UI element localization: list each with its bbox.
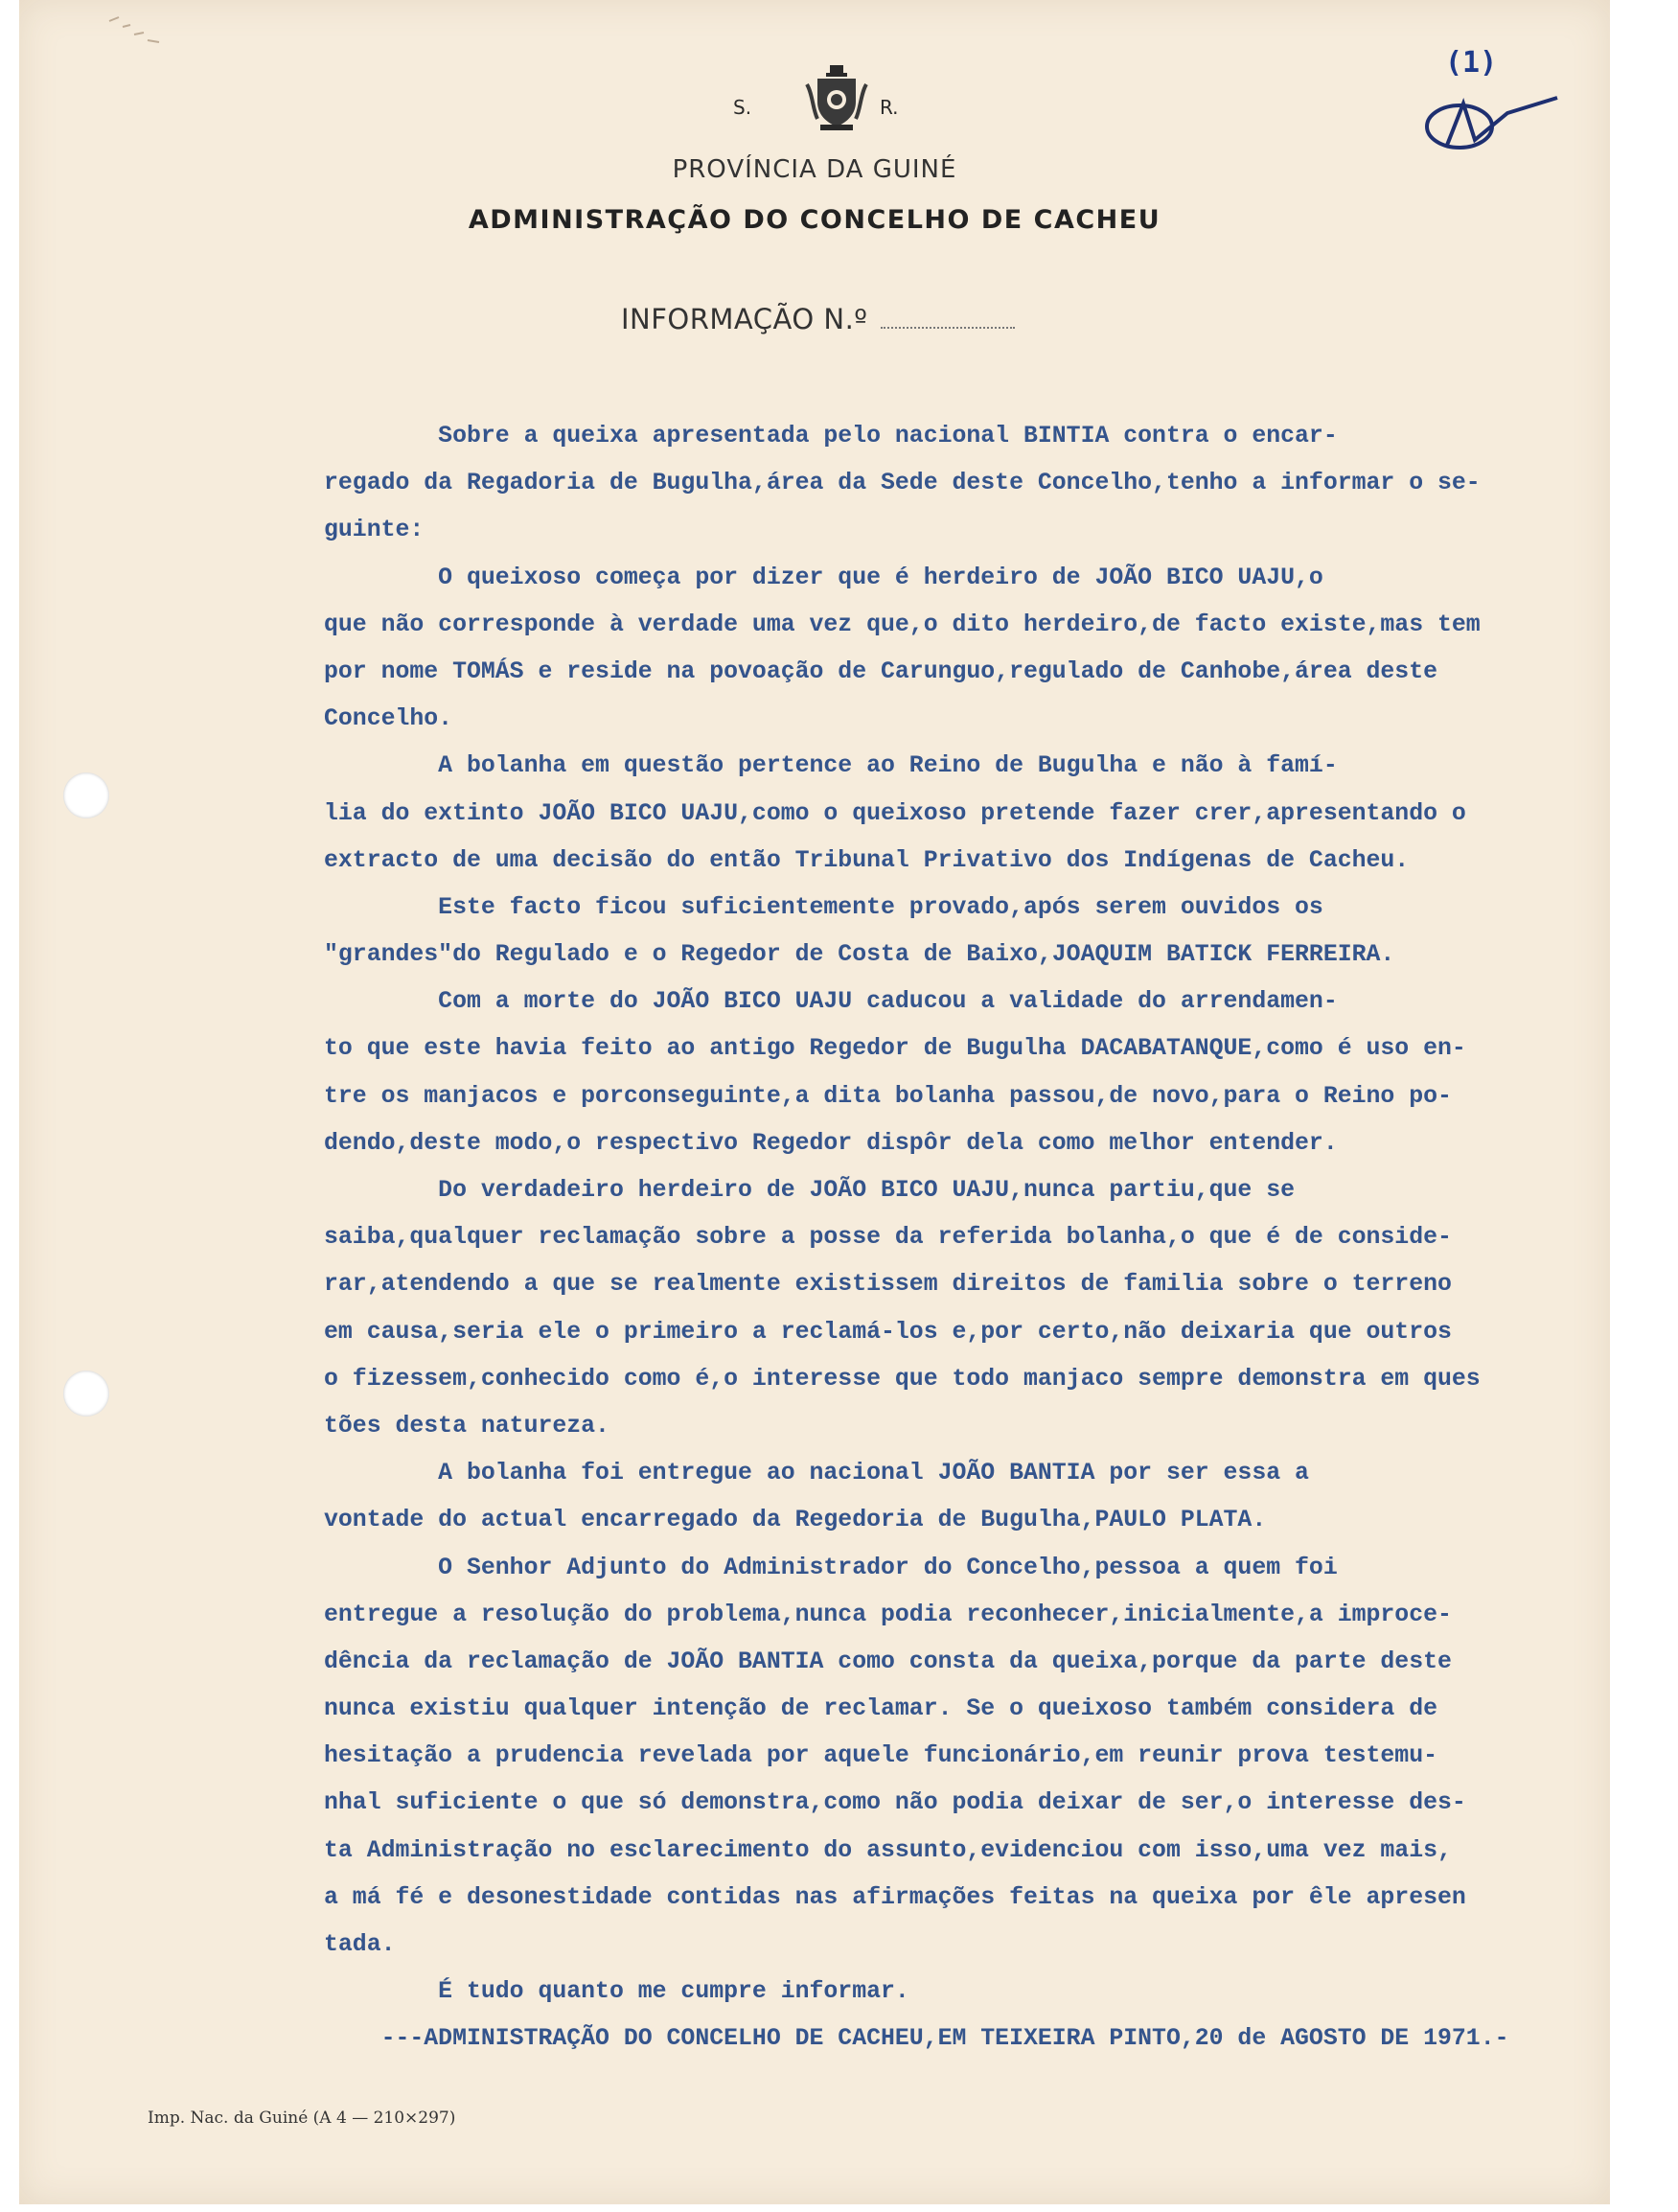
body-line: Sobre a queixa apresentada pelo nacional BINTIA contra o encar- bbox=[324, 422, 1338, 449]
punch-hole-top bbox=[63, 772, 109, 818]
body-line: a má fé e desonestidade contidas nas afirmações feitas na queixa por êle apresen bbox=[324, 1882, 1466, 1911]
body-line: O Senhor Adjunto do Administrador do Concelho,pessoa a quem foi bbox=[324, 1553, 1338, 1581]
body-line: guinte: bbox=[324, 516, 425, 544]
information-label: INFORMAÇÃO N.º bbox=[621, 303, 868, 335]
paper-stain bbox=[105, 13, 182, 52]
document-page bbox=[19, 0, 1610, 2204]
body-line: tões desta natureza. bbox=[324, 1411, 609, 1440]
body-line: Este facto ficou suficientemente provado,após serem ouvidos os bbox=[324, 892, 1323, 921]
body-line: to que este havia feito ao antigo Regedor de Bugulha DACABATANQUE,como é uso en- bbox=[324, 1034, 1466, 1063]
page-number: (1) bbox=[1445, 46, 1498, 80]
body-line: nhal suficiente o que só demonstra,como não podia deixar de ser,o interesse des- bbox=[324, 1788, 1466, 1817]
s-letter: S. bbox=[733, 96, 752, 119]
information-number-blank bbox=[881, 327, 1015, 329]
body-line: Concelho. bbox=[324, 704, 453, 733]
rubric-signature bbox=[1414, 81, 1567, 172]
body-line: Do verdadeiro herdeiro de JOÃO BICO UAJU,nunca partiu,que se bbox=[324, 1176, 1296, 1204]
body-line: em causa,seria ele o primeiro a reclamá-los e,por certo,não deixaria que outros bbox=[324, 1317, 1452, 1346]
body-line: tre os manjacos e porconseguinte,a dita bolanha passou,de novo,para o Reino po- bbox=[324, 1081, 1452, 1110]
body-line: Com a morte do JOÃO BICO UAJU caducou a validade do arrendamen- bbox=[324, 987, 1338, 1016]
body-line: saiba,qualquer reclamação sobre a posse da referida bolanha,o que é de conside- bbox=[324, 1223, 1452, 1252]
body-line: nunca existiu qualquer intenção de reclamar. Se o queixoso também considera de bbox=[324, 1694, 1438, 1723]
body-line: ---ADMINISTRAÇÃO DO CONCELHO DE CACHEU,EM TEIXEIRA PINTO,20 de AGOSTO DE 1971.- bbox=[324, 2024, 1509, 2053]
printer-imprint: Imp. Nac. da Guiné (A 4 — 210×297) bbox=[148, 2108, 456, 2128]
r-letter: R. bbox=[880, 96, 899, 119]
information-number bbox=[621, 303, 1015, 335]
body-line: tada. bbox=[324, 1930, 396, 1958]
body-line: lia do extinto JOÃO BICO UAJU,como o queixoso pretende fazer crer,apresentando o bbox=[324, 798, 1466, 827]
administration-title: ADMINISTRAÇÃO DO CONCELHO DE CACHEU bbox=[468, 205, 1161, 235]
body-line: "grandes"do Regulado e o Regedor de Costa de Baixo,JOAQUIM BATICK FERREIRA. bbox=[324, 940, 1395, 969]
typewritten-body bbox=[324, 412, 1618, 2062]
body-line: O queixoso começa por dizer que é herdeiro de JOÃO BICO UAJU,o bbox=[324, 563, 1323, 591]
body-line: vontade do actual encarregado da Regedoria de Bugulha,PAULO PLATA. bbox=[324, 1506, 1267, 1534]
body-line: É tudo quanto me cumpre informar. bbox=[324, 1977, 909, 2006]
province-title: PROVÍNCIA DA GUINÉ bbox=[672, 155, 957, 184]
body-line: A bolanha em questão pertence ao Reino de Bugulha e não à famí- bbox=[324, 751, 1338, 780]
body-line: o fizessem,conhecido como é,o interesse que todo manjaco sempre demonstra em ques bbox=[324, 1364, 1481, 1393]
body-line: entregue a resolução do problema,nunca podia reconhecer,inicialmente,a improce- bbox=[324, 1600, 1452, 1628]
body-line: por nome TOMÁS e reside na povoação de Carunguo,regulado de Canhobe,área deste bbox=[324, 657, 1438, 685]
body-line: regado da Regadoria de Bugulha,área da Sede deste Concelho,tenho a informar o se- bbox=[324, 469, 1481, 497]
body-line: rar,atendendo a que se realmente existissem direitos de familia sobre o terreno bbox=[324, 1270, 1452, 1299]
body-line: dência da reclamação de JOÃO BANTIA como consta da queixa,porque da parte deste bbox=[324, 1647, 1452, 1675]
body-line: ta Administração no esclarecimento do assunto,evidenciou com isso,uma vez mais, bbox=[324, 1835, 1452, 1864]
body-line: hesitação a prudencia revelada por aquele funcionário,em reunir prova testemu- bbox=[324, 1741, 1438, 1770]
body-line: que não corresponde à verdade uma vez que,o dito herdeiro,de facto existe,mas tem bbox=[324, 610, 1481, 638]
punch-hole-bottom bbox=[63, 1371, 109, 1417]
body-line: A bolanha foi entregue ao nacional JOÃO BANTIA por ser essa a bbox=[324, 1459, 1309, 1487]
body-line: dendo,deste modo,o respectivo Regedor dispôr dela como melhor entender. bbox=[324, 1128, 1338, 1157]
body-line: extracto de uma decisão do então Tribunal Privativo dos Indígenas de Cacheu. bbox=[324, 845, 1410, 874]
coat-of-arms-icon bbox=[805, 65, 868, 137]
